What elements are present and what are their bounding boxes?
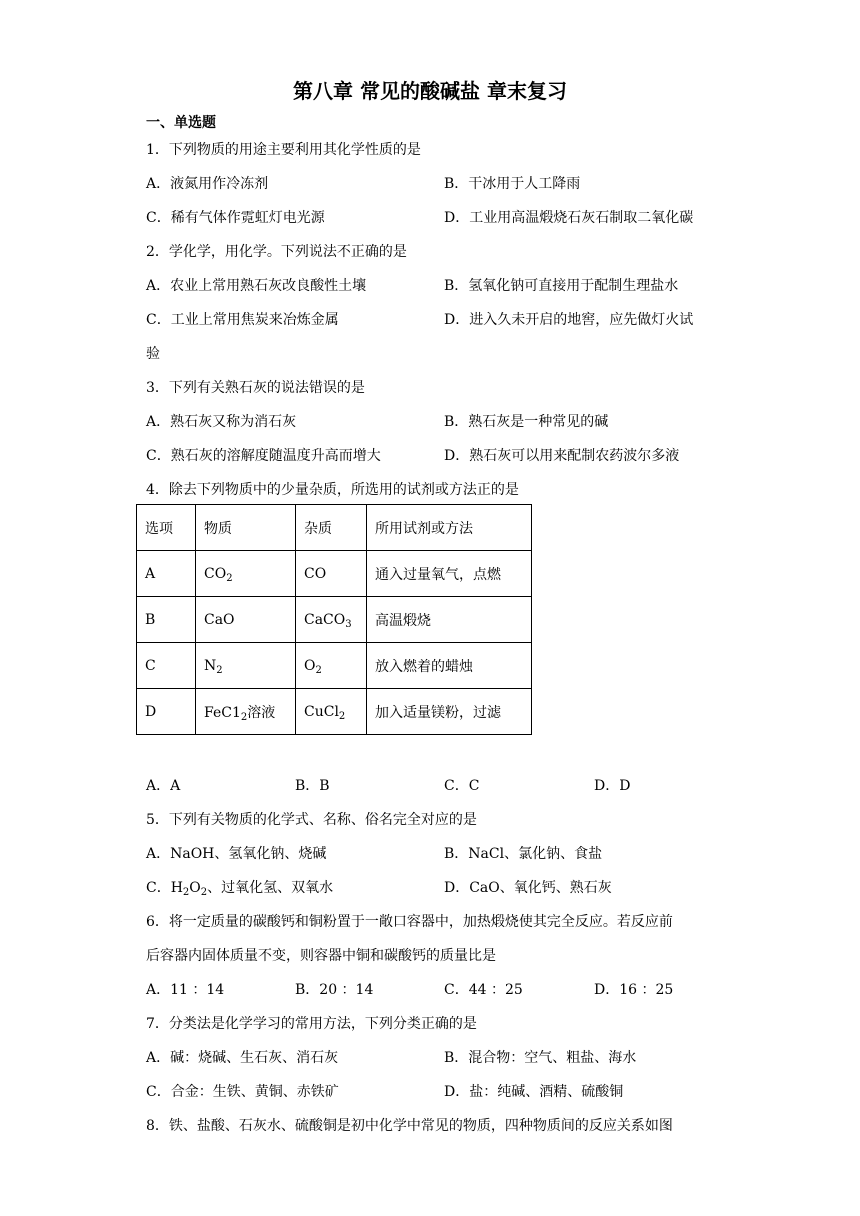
- question-7-option-d: D．盐：纯碱、酒精、硫酸铜: [444, 1084, 624, 1100]
- question-3-option-b: B．熟石灰是一种常见的碱: [444, 414, 609, 430]
- table-header-cell: 物质: [196, 505, 296, 551]
- table-header-cell: 选项: [137, 505, 196, 551]
- question-2-option-b: B．氢氧化钠可直接用于配制生理盐水: [444, 278, 679, 294]
- question-6-stem: 6．将一定质量的碳酸钙和铜粉置于一敞口容器中，加热煅烧使其完全反应。若反应前: [146, 914, 673, 930]
- question-6-stem-continued: 后容器内固体质量不变，则容器中铜和碳酸钙的质量比是: [146, 948, 496, 964]
- question-7-option-b: B．混合物：空气、粗盐、海水: [444, 1050, 637, 1066]
- question-1-option-c: C．稀有气体作霓虹灯电光源: [146, 210, 325, 226]
- question-7-option-c: C．合金：生铁、黄铜、赤铁矿: [146, 1084, 339, 1100]
- table-row: [137, 689, 532, 735]
- question-1-stem: 1．下列物质的用途主要利用其化学性质的是: [146, 142, 421, 158]
- table-cell-impurity: CaCO$_3$: [296, 597, 367, 643]
- question-2-option-d-continued: 验: [146, 346, 160, 362]
- table-cell-option: C: [137, 643, 196, 689]
- question-2-stem: 2．学化学，用化学。下列说法不正确的是: [146, 244, 407, 260]
- question-5-option-c: C．$H_2O_2$、过氧化氢、双氧水: [146, 880, 334, 898]
- table-cell-substance: $FeC1_2$溶液: [196, 689, 296, 735]
- question-3-option-d: D．熟石灰可以用来配制农药波尔多液: [444, 448, 680, 464]
- question-7-stem: 7．分类法是化学学习的常用方法，下列分类正确的是: [146, 1016, 477, 1032]
- question-1-option-b: B．干冰用于人工降雨: [444, 176, 581, 192]
- impurity-table: [136, 504, 532, 735]
- question-4-stem: 4．除去下列物质中的少量杂质，所选用的试剂或方法正的是: [146, 482, 519, 498]
- question-4-option-d: D．D: [594, 778, 631, 794]
- question-5-option-b: B．NaCl、氯化钠、食盐: [444, 846, 603, 862]
- question-4-option-a: A．A: [146, 778, 181, 794]
- table-cell-method: 通入过量氧气，点燃: [367, 551, 532, 597]
- table-cell-substance: $CO_2$: [196, 551, 296, 597]
- table-header-row: [137, 505, 532, 551]
- question-5-option-d: D．CaO、氧化钙、熟石灰: [444, 880, 612, 896]
- table-cell-method: 高温煅烧: [367, 597, 532, 643]
- table-cell-substance: CaO: [196, 597, 296, 643]
- table-header-cell: 杂质: [296, 505, 367, 551]
- section-heading: 一、单选题: [146, 115, 216, 131]
- question-6-option-c: C．44 ：25: [444, 982, 523, 998]
- question-5-option-a: A．NaOH、氢氧化钠、烧碱: [146, 846, 327, 862]
- question-8-stem: 8．铁、盐酸、石灰水、硫酸铜是初中化学中常见的物质，四种物质间的反应关系如图: [146, 1118, 673, 1134]
- table-cell-method: 加入适量镁粉，过滤: [367, 689, 532, 735]
- question-2-option-c: C．工业上常用焦炭来冶炼金属: [146, 312, 339, 328]
- question-2-option-a: A．农业上常用熟石灰改良酸性土壤: [146, 278, 367, 294]
- question-6-option-a: A．11 ：14: [146, 982, 225, 998]
- question-4-option-c: C．C: [444, 778, 480, 794]
- question-3-option-a: A．熟石灰又称为消石灰: [146, 414, 297, 430]
- table-cell-option: A: [137, 551, 196, 597]
- table-cell-impurity: CO: [296, 551, 367, 597]
- question-4-option-b: B．B: [295, 778, 330, 794]
- question-6-option-d: D．16 ：25: [594, 982, 674, 998]
- table-cell-impurity: $O_2$: [296, 643, 367, 689]
- table-cell-impurity: CuCl$_2$: [296, 689, 367, 735]
- page-title: 第八章 常见的酸碱盐 章末复习: [293, 79, 567, 103]
- table-row: [137, 643, 532, 689]
- question-5-stem: 5．下列有关物质的化学式、名称、俗名完全对应的是: [146, 812, 477, 828]
- question-1-option-a: A．液氮用作冷冻剂: [146, 176, 269, 192]
- question-3-stem: 3．下列有关熟石灰的说法错误的是: [146, 380, 365, 396]
- question-6-option-b: B．20 ：14: [295, 982, 374, 998]
- question-3-option-c: C．熟石灰的溶解度随温度升高而增大: [146, 448, 381, 464]
- table-cell-option: D: [137, 689, 196, 735]
- question-1-option-d: D．工业用高温煅烧石灰石制取二氧化碳: [444, 210, 694, 226]
- table-cell-method: 放入燃着的蜡烛: [367, 643, 532, 689]
- table-header-cell: 所用试剂或方法: [367, 505, 532, 551]
- table-row: [137, 551, 532, 597]
- table-cell-substance: $N_2$: [196, 643, 296, 689]
- table-cell-option: B: [137, 597, 196, 643]
- question-7-option-a: A．碱：烧碱、生石灰、消石灰: [146, 1050, 339, 1066]
- table-row: [137, 597, 532, 643]
- question-2-option-d: D．进入久未开启的地窖，应先做灯火试: [444, 312, 694, 328]
